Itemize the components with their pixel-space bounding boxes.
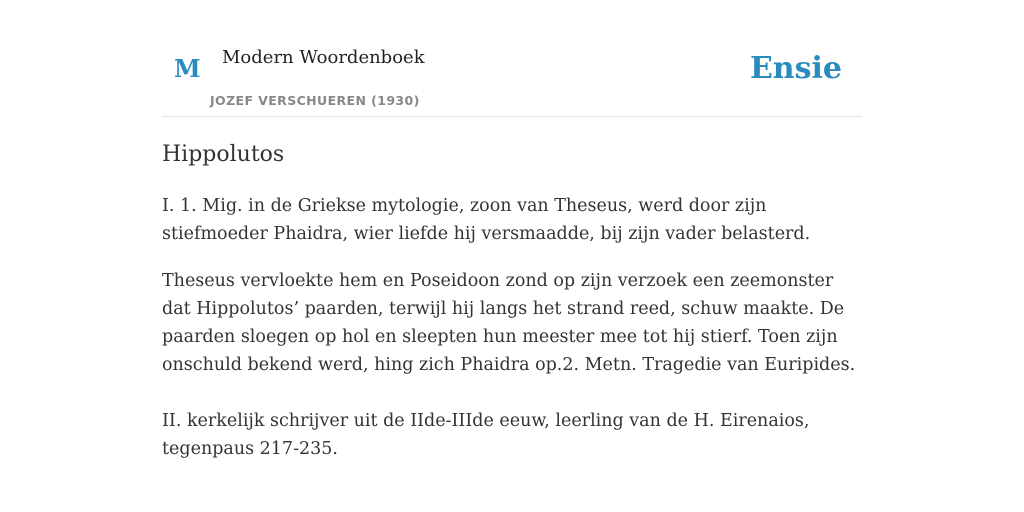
brand-logo[interactable]: Ensie <box>749 51 842 86</box>
entry-paragraph: Theseus vervloekte hem en Poseidoon zond op zijn verzoek een zeemonster dat Hippolutos’ paarden, terwijl hij langs het strand reed, schuw maakte. De paarden sloegen op hol en sleepten hun meester mee tot hij stierf. Toen zijn onschuld bekend werd, hing zich Phaidra op.2. Metn. Tragedie van Euripides. <box>162 271 856 375</box>
source-header <box>162 0 862 117</box>
book-title[interactable]: Modern Woordenboek <box>222 47 425 68</box>
entry-paragraph: II. kerkelijk schrijver uit de IIde-IIIde eeuw, leerling van de H. Eirenaios, tegenpaus 217-235. <box>162 411 810 459</box>
book-logo: M <box>174 54 201 83</box>
entry-title: Hippolutos <box>162 142 285 167</box>
book-author: JOZEF VERSCHUEREN (1930) <box>210 93 420 108</box>
entry-paragraph: I. 1. Mig. in de Griekse mytologie, zoon van Theseus, werd door zijn stiefmoeder Phaidra, wier liefde hij versmaadde, bij zijn vader belasterd. <box>162 196 811 244</box>
